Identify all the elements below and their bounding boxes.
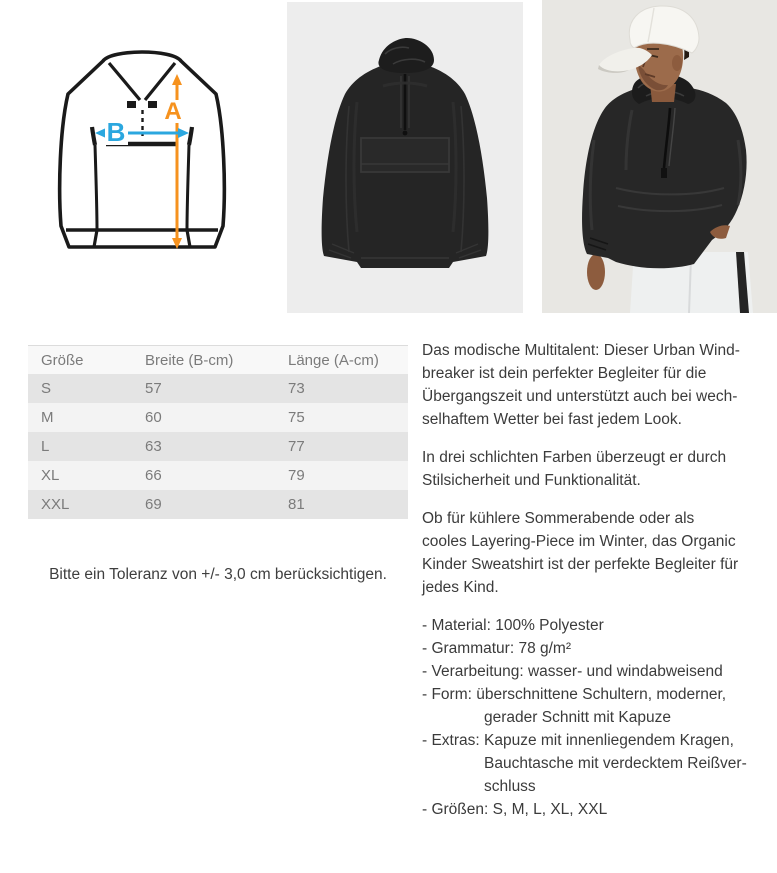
description-line: Ob für kühlere Sommerabende oder als — [422, 510, 695, 527]
size-row-l — [28, 432, 408, 461]
size-cell: XL — [41, 467, 60, 484]
width-cell: 63 — [145, 438, 162, 455]
description-paragraph — [422, 339, 770, 431]
length-label: A — [164, 98, 182, 125]
size-cell: L — [41, 438, 50, 455]
width-cell: 57 — [145, 380, 162, 397]
windbreaker-product-drawing — [287, 2, 523, 313]
size-row-xl — [28, 461, 408, 490]
detail-item: - Form: überschnittene Schultern, moderner, — [422, 686, 727, 703]
detail-item: - Extras: Kapuze mit innenliegendem Kragen, — [422, 732, 734, 749]
description-paragraph — [422, 446, 770, 492]
size-cell: S — [41, 380, 52, 397]
width-cell: 60 — [145, 409, 162, 426]
zipper-pull — [661, 168, 667, 178]
length-cell: 79 — [288, 467, 305, 484]
size-col-header: Größe — [41, 351, 84, 369]
product-photo-image[interactable] — [287, 2, 523, 313]
length-cell: 77 — [288, 438, 305, 455]
product-description — [422, 339, 770, 836]
zipper-pull — [403, 131, 408, 136]
detail-item: - Größen: S, M, L, XL, XXL — [422, 801, 608, 818]
zipper-stop-right — [148, 101, 157, 108]
width-cell: 66 — [145, 467, 162, 484]
length-cell: 75 — [288, 409, 305, 426]
description-line: Übergangszeit und unterstützt auch bei wech- — [422, 388, 738, 405]
description-line: In drei schlichten Farben überzeugt er durch — [422, 449, 727, 466]
description-line: selhaftem Wetter bei fast jedem Look. — [422, 411, 682, 428]
description-line: Das modische Multitalent: Dieser Urban Wind- — [422, 342, 740, 359]
model-wearing-jacket-drawing — [542, 0, 777, 313]
description-line: breaker ist dein perfekter Begleiter für die — [422, 365, 707, 382]
ear — [672, 55, 682, 71]
detail-item: - Grammatur: 78 g/m² — [422, 640, 571, 657]
length-cell: 81 — [288, 496, 305, 513]
description-line: Stilsicherheit und Funktionalität. — [422, 472, 641, 489]
product-details-list — [422, 614, 770, 821]
detail-item-continuation: schluss — [484, 778, 536, 795]
size-row-s — [28, 374, 408, 403]
detail-item: - Verarbeitung: wasser- und windabweisend — [422, 663, 723, 680]
description-line: jedes Kind. — [422, 579, 499, 596]
size-table-header — [28, 345, 408, 374]
detail-item-continuation: Bauchtasche mit verdecktem Reißver- — [484, 755, 747, 772]
length-col-header: Länge (A-cm) — [288, 351, 379, 369]
width-col-header: Breite (B-cm) — [145, 351, 234, 369]
pocket-flap — [361, 138, 449, 172]
tolerance-note: Bitte ein Toleranz von +/- 3,0 cm berücksichtigen. — [49, 565, 387, 583]
jacket-outline — [60, 52, 225, 247]
width-cell: 69 — [145, 496, 162, 513]
description-line: cooles Layering-Piece im Winter, das Organic — [422, 533, 736, 550]
length-cell: 73 — [288, 380, 305, 397]
description-line: Kinder Sweatshirt ist der perfekte Begleiter für — [422, 556, 739, 573]
size-table — [28, 345, 408, 519]
size-row-m — [28, 403, 408, 432]
size-chart-diagram-image[interactable] — [52, 48, 232, 258]
detail-item-continuation: gerader Schnitt mit Kapuze — [484, 709, 671, 726]
model-photo-image[interactable] — [542, 0, 777, 313]
detail-item: - Material: 100% Polyester — [422, 617, 604, 634]
size-diagram-drawing — [52, 48, 232, 258]
description-paragraph — [422, 507, 770, 599]
width-label: B — [106, 117, 126, 147]
size-cell: XXL — [41, 496, 70, 513]
size-cell: M — [41, 409, 54, 426]
zipper-stop-left — [127, 101, 136, 108]
size-row-xxl — [28, 490, 408, 519]
left-hand — [587, 254, 605, 290]
